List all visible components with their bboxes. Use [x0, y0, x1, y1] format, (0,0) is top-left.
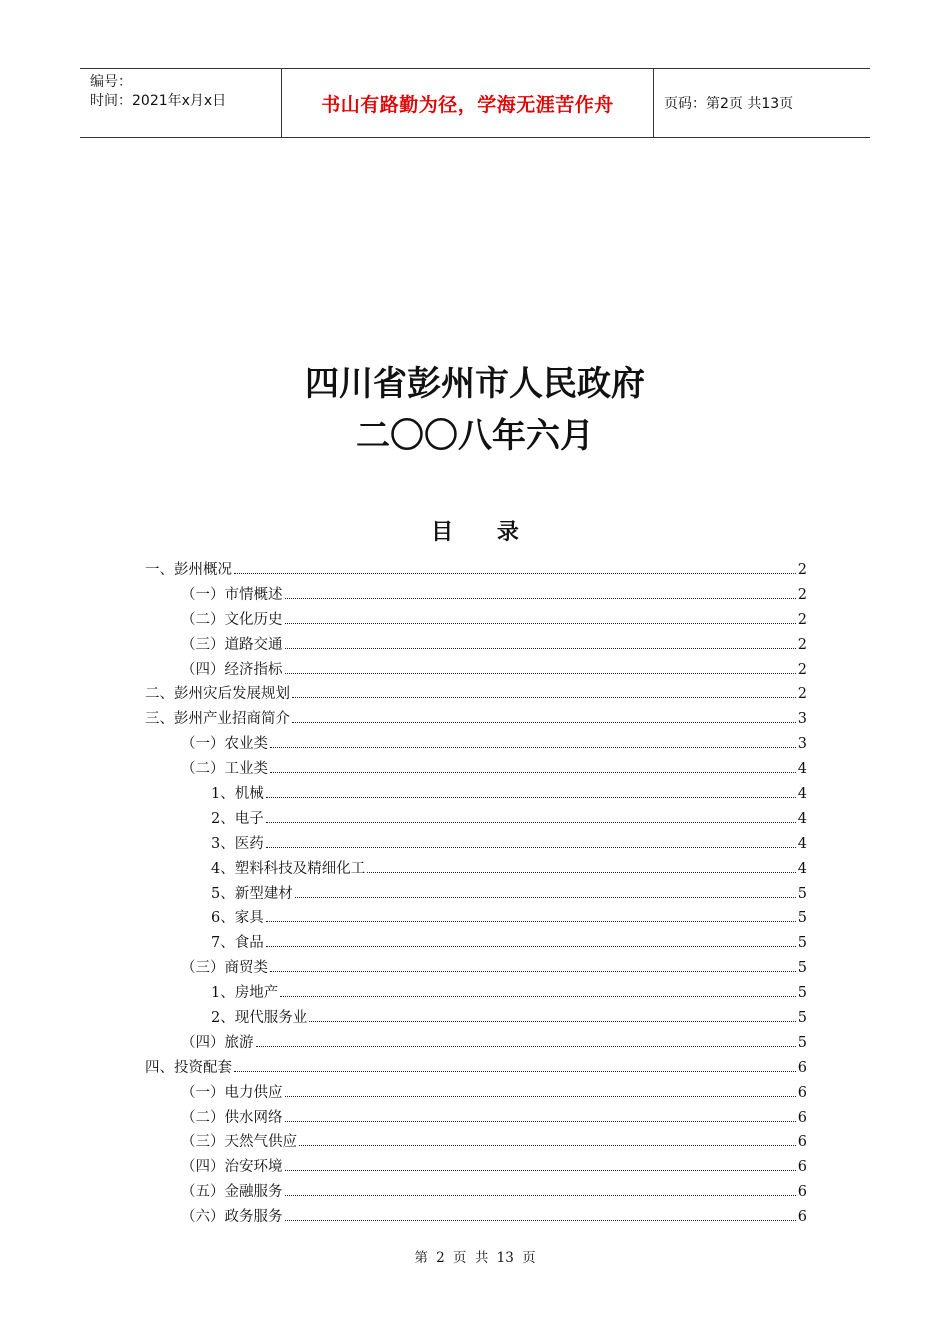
toc-leader-dots [270, 772, 796, 773]
toc-entry-page: 4 [797, 786, 807, 803]
toc-entry-page: 3 [797, 711, 807, 728]
toc-entry[interactable] [145, 633, 807, 658]
toc-entry-label: 二、彭州灾后发展规划 [145, 686, 290, 703]
toc-leader-dots [285, 1170, 796, 1171]
toc-entry-label: 四、投资配套 [145, 1059, 232, 1076]
toc-leader-dots [285, 648, 796, 649]
toc-entry[interactable] [145, 857, 807, 882]
toc-entry-page: 4 [797, 761, 807, 778]
toc-leader-dots [285, 1121, 796, 1122]
toc-entry[interactable] [145, 583, 807, 608]
toc-entry-label: 一、彭州概况 [145, 562, 232, 578]
toc-entry-label: （三）天然气供应 [181, 1134, 297, 1151]
toc-entry[interactable] [145, 608, 807, 633]
toc-entry-label: （三）商贸类 [181, 960, 268, 977]
toc-entry-label: （五）金融服务 [181, 1184, 283, 1201]
header-page-info: 页码：第2页 共13页 [664, 96, 794, 112]
toc-entry-label: （六）政务服务 [181, 1209, 283, 1226]
toc-entry-page: 5 [797, 885, 807, 902]
toc-entry-label: （三）道路交通 [181, 636, 283, 653]
toc-entry-page: 5 [797, 910, 807, 927]
toc-leader-dots [285, 623, 796, 624]
cover-title: 四川省彭州市人民政府 [305, 364, 645, 404]
header-time: 时间：2021年x月x日 [90, 93, 227, 109]
header-meta [80, 69, 282, 137]
toc-entry-label: （四）治安环境 [181, 1159, 283, 1176]
toc-entry-label: （一）市情概述 [181, 586, 283, 603]
toc-entry[interactable] [145, 906, 807, 931]
toc-leader-dots [280, 996, 796, 997]
toc-leader-dots [295, 897, 796, 898]
toc-entry-label: （二）文化历史 [181, 611, 283, 628]
toc-entry-label: 2、现代服务业 [211, 1010, 308, 1027]
page-footer: 第 2 页 共 13 页 [414, 1250, 536, 1266]
toc-entry-page: 6 [797, 1209, 807, 1226]
toc-leader-dots [309, 1021, 796, 1022]
toc-leader-dots [285, 598, 796, 599]
toc-entry-page: 6 [797, 1134, 807, 1151]
toc-entry-page: 2 [797, 611, 807, 628]
toc-entry[interactable] [145, 832, 807, 857]
toc-entry-label: （二）供水网络 [181, 1109, 283, 1126]
toc-leader-dots [234, 1071, 796, 1072]
toc-entry-label: （一）农业类 [181, 736, 268, 753]
toc-entry-label: 5、新型建材 [211, 885, 293, 902]
toc-entry-page: 6 [797, 1059, 807, 1076]
toc-leader-dots [256, 1046, 796, 1047]
toc-entry-label: （二）工业类 [181, 761, 268, 778]
toc-entry-label: （四）旅游 [181, 1034, 254, 1051]
toc-entry[interactable] [145, 682, 807, 707]
toc-entry[interactable] [145, 757, 807, 782]
toc-entry-page: 2 [797, 661, 807, 678]
toc-leader-dots [299, 1145, 796, 1146]
toc-entry-label: （一）电力供应 [181, 1084, 283, 1101]
toc-entry-label: （四）经济指标 [181, 661, 283, 678]
toc-entry-page: 5 [797, 1010, 807, 1027]
toc-leader-dots [285, 673, 796, 674]
toc-entry[interactable] [145, 1031, 807, 1056]
toc-entry-label: 1、房地产 [211, 985, 279, 1002]
toc-leader-dots [285, 1096, 796, 1097]
toc-entry-page: 6 [797, 1184, 807, 1201]
toc-heading: 目 录 [431, 520, 519, 545]
toc-entry-page: 4 [797, 810, 807, 827]
toc-leader-dots [266, 921, 796, 922]
toc-leader-dots [292, 722, 796, 723]
toc-entry-page: 2 [797, 636, 807, 653]
toc-entry[interactable] [145, 956, 807, 981]
toc-entry-page: 4 [797, 835, 807, 852]
toc-entry-label: 7、食品 [211, 935, 264, 952]
toc-leader-dots [266, 946, 796, 947]
toc-entry[interactable] [145, 1081, 807, 1106]
toc-leader-dots [285, 1220, 796, 1221]
toc-entry[interactable] [145, 981, 807, 1006]
page-header [80, 68, 870, 138]
toc-entry[interactable] [145, 1155, 807, 1180]
toc-entry[interactable] [145, 1106, 807, 1131]
toc-entry[interactable] [145, 1056, 807, 1081]
toc-entry-label: 3、医药 [211, 835, 264, 852]
toc-entry-label: 1、机械 [211, 786, 264, 803]
toc-entry[interactable] [145, 558, 807, 583]
toc-entry-page: 6 [797, 1109, 807, 1126]
toc-entry[interactable] [145, 882, 807, 907]
toc-entry[interactable] [145, 658, 807, 683]
toc-entry-page: 6 [797, 1084, 807, 1101]
toc-entry[interactable] [145, 931, 807, 956]
toc-leader-dots [270, 971, 796, 972]
toc-entry[interactable] [145, 1006, 807, 1031]
toc-entry[interactable] [145, 1180, 807, 1205]
toc-entry-label: 6、家具 [211, 910, 264, 927]
toc-leader-dots [266, 847, 796, 848]
toc-entry-page: 5 [797, 935, 807, 952]
toc-entry-page: 3 [797, 736, 807, 753]
toc-entry-page: 2 [797, 562, 807, 578]
toc-entry-page: 5 [797, 1034, 807, 1051]
toc-entry-page: 4 [797, 860, 807, 877]
toc-entry[interactable] [145, 732, 807, 757]
table-of-contents [145, 558, 807, 1230]
toc-entry-page: 5 [797, 960, 807, 977]
toc-entry[interactable] [145, 707, 807, 732]
toc-entry-page: 2 [797, 586, 807, 603]
toc-entry[interactable] [145, 807, 807, 832]
header-number: 编号： [90, 74, 132, 90]
cover-date: 二〇〇八年六月 [356, 416, 594, 456]
toc-leader-dots [270, 747, 796, 748]
toc-entry-page: 6 [797, 1159, 807, 1176]
toc-leader-dots [234, 573, 796, 574]
toc-leader-dots [266, 822, 796, 823]
toc-entry-label: 4、塑料科技及精细化工 [211, 860, 366, 877]
toc-entry[interactable] [145, 782, 807, 807]
toc-leader-dots [292, 697, 796, 698]
toc-entry[interactable] [145, 1130, 807, 1155]
toc-entry-page: 2 [797, 686, 807, 703]
toc-leader-dots [367, 872, 796, 873]
toc-leader-dots [266, 797, 796, 798]
header-motto: 书山有路勤为径，学海无涯苦作舟 [282, 69, 654, 137]
toc-entry-page: 5 [797, 985, 807, 1002]
toc-entry-label: 2、电子 [211, 810, 264, 827]
toc-entry-label: 三、彭州产业招商简介 [145, 711, 290, 728]
toc-entry[interactable] [145, 1205, 807, 1230]
toc-leader-dots [285, 1195, 796, 1196]
